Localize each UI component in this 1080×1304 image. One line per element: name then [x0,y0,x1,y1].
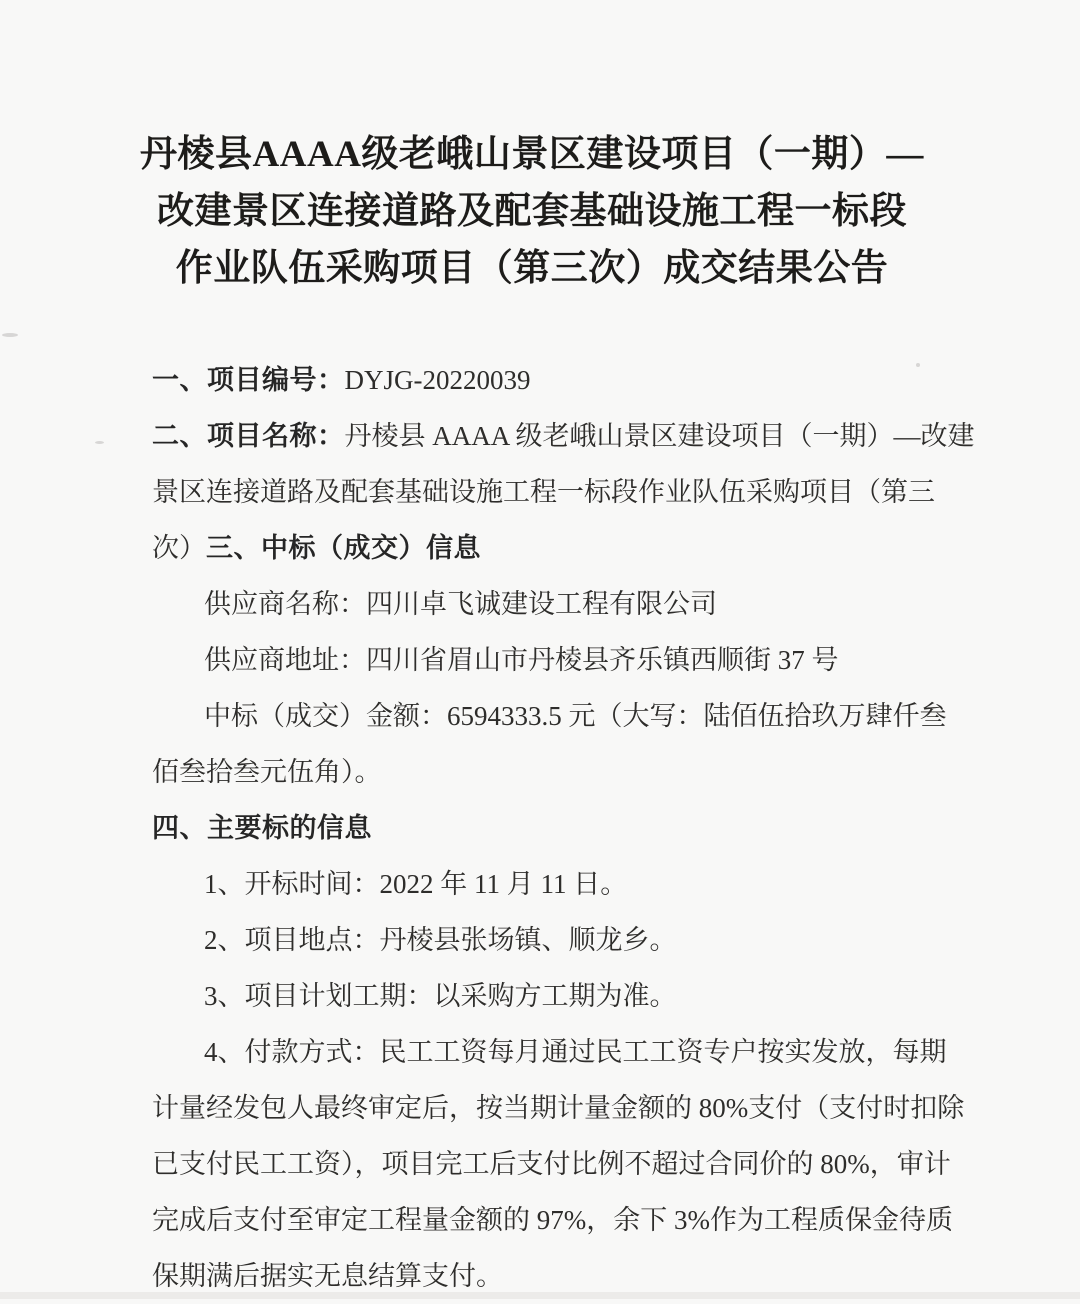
document-line [152,576,942,632]
text-segment: 已支付民工工资），项目完工后支付比例不超过合同价的 80%，审计 [152,1149,951,1179]
document-line [152,1136,951,1192]
document-line [152,408,975,464]
section-heading-segment: 四、主要标的信息 [152,813,372,843]
text-segment: 丹棱县 AAAA 级老峨山景区建设项目（一期）—改建 [344,421,975,451]
document-title [0,126,1064,297]
text-segment: 次） [152,533,206,563]
title-line-1: 丹棱县AAAA级老峨山景区建设项目（一期）— [140,134,924,175]
document-line [152,1024,947,1080]
text-segment: 供应商地址：四川省眉山市丹棱县齐乐镇西顺街 37 号 [204,645,839,675]
text-segment: 中标（成交）金额：6594333.5 元（大写：陆佰伍拾玖万肆仟叁 [204,701,947,731]
document-line [152,520,942,576]
scan-artifact [916,363,920,367]
document-line [152,1192,953,1248]
document-line [152,632,942,688]
document-line [152,688,947,744]
document-body [152,352,975,1304]
section-heading-segment: 二、项目名称： [152,421,345,451]
text-segment: 4、付款方式：民工工资每月通过民工工资专户按实发放，每期 [204,1037,947,1067]
text-segment: 景区连接道路及配套基础设施工程一标段作业队伍采购项目（第三 [152,477,935,507]
text-segment: 计量经发包人最终审定后，按当期计量金额的 80%支付（支付时扣除 [152,1093,965,1123]
document-line [152,912,942,968]
section-heading-segment: 一、项目编号： [152,365,345,395]
text-segment: DYJG-20220039 [344,365,531,395]
text-segment: 完成后支付至审定工程量金额的 97%，余下 3%作为工程质保金待质 [152,1205,953,1235]
scan-page-edge [0,1292,1080,1299]
scan-artifact [2,333,18,337]
text-segment: 供应商名称：四川卓飞诚建设工程有限公司 [204,589,717,619]
document-line [152,352,942,408]
text-segment: 保期满后据实无息结算支付。 [152,1261,503,1291]
document-line [152,856,942,912]
scan-artifact [95,441,104,444]
text-segment: 佰叁拾叁元伍角）。 [152,757,382,787]
title-line-2: 改建景区连接道路及配套基础设施工程一标段 [157,191,907,232]
document-line [152,1080,965,1136]
document-line [152,744,942,800]
title-line-3: 作业队伍采购项目（第三次）成交结果公告 [175,248,889,289]
text-segment: 1、开标时间：2022 年 11 月 11 日。 [204,869,628,899]
document-line [152,800,942,856]
document-line [152,968,942,1024]
text-segment: 3、项目计划工期：以采购方工期为准。 [204,981,677,1011]
section-heading-segment: 三、中标（成交）信息 [206,533,481,563]
document-line [152,464,942,520]
text-segment: 2、项目地点：丹棱县张场镇、顺龙乡。 [204,925,677,955]
